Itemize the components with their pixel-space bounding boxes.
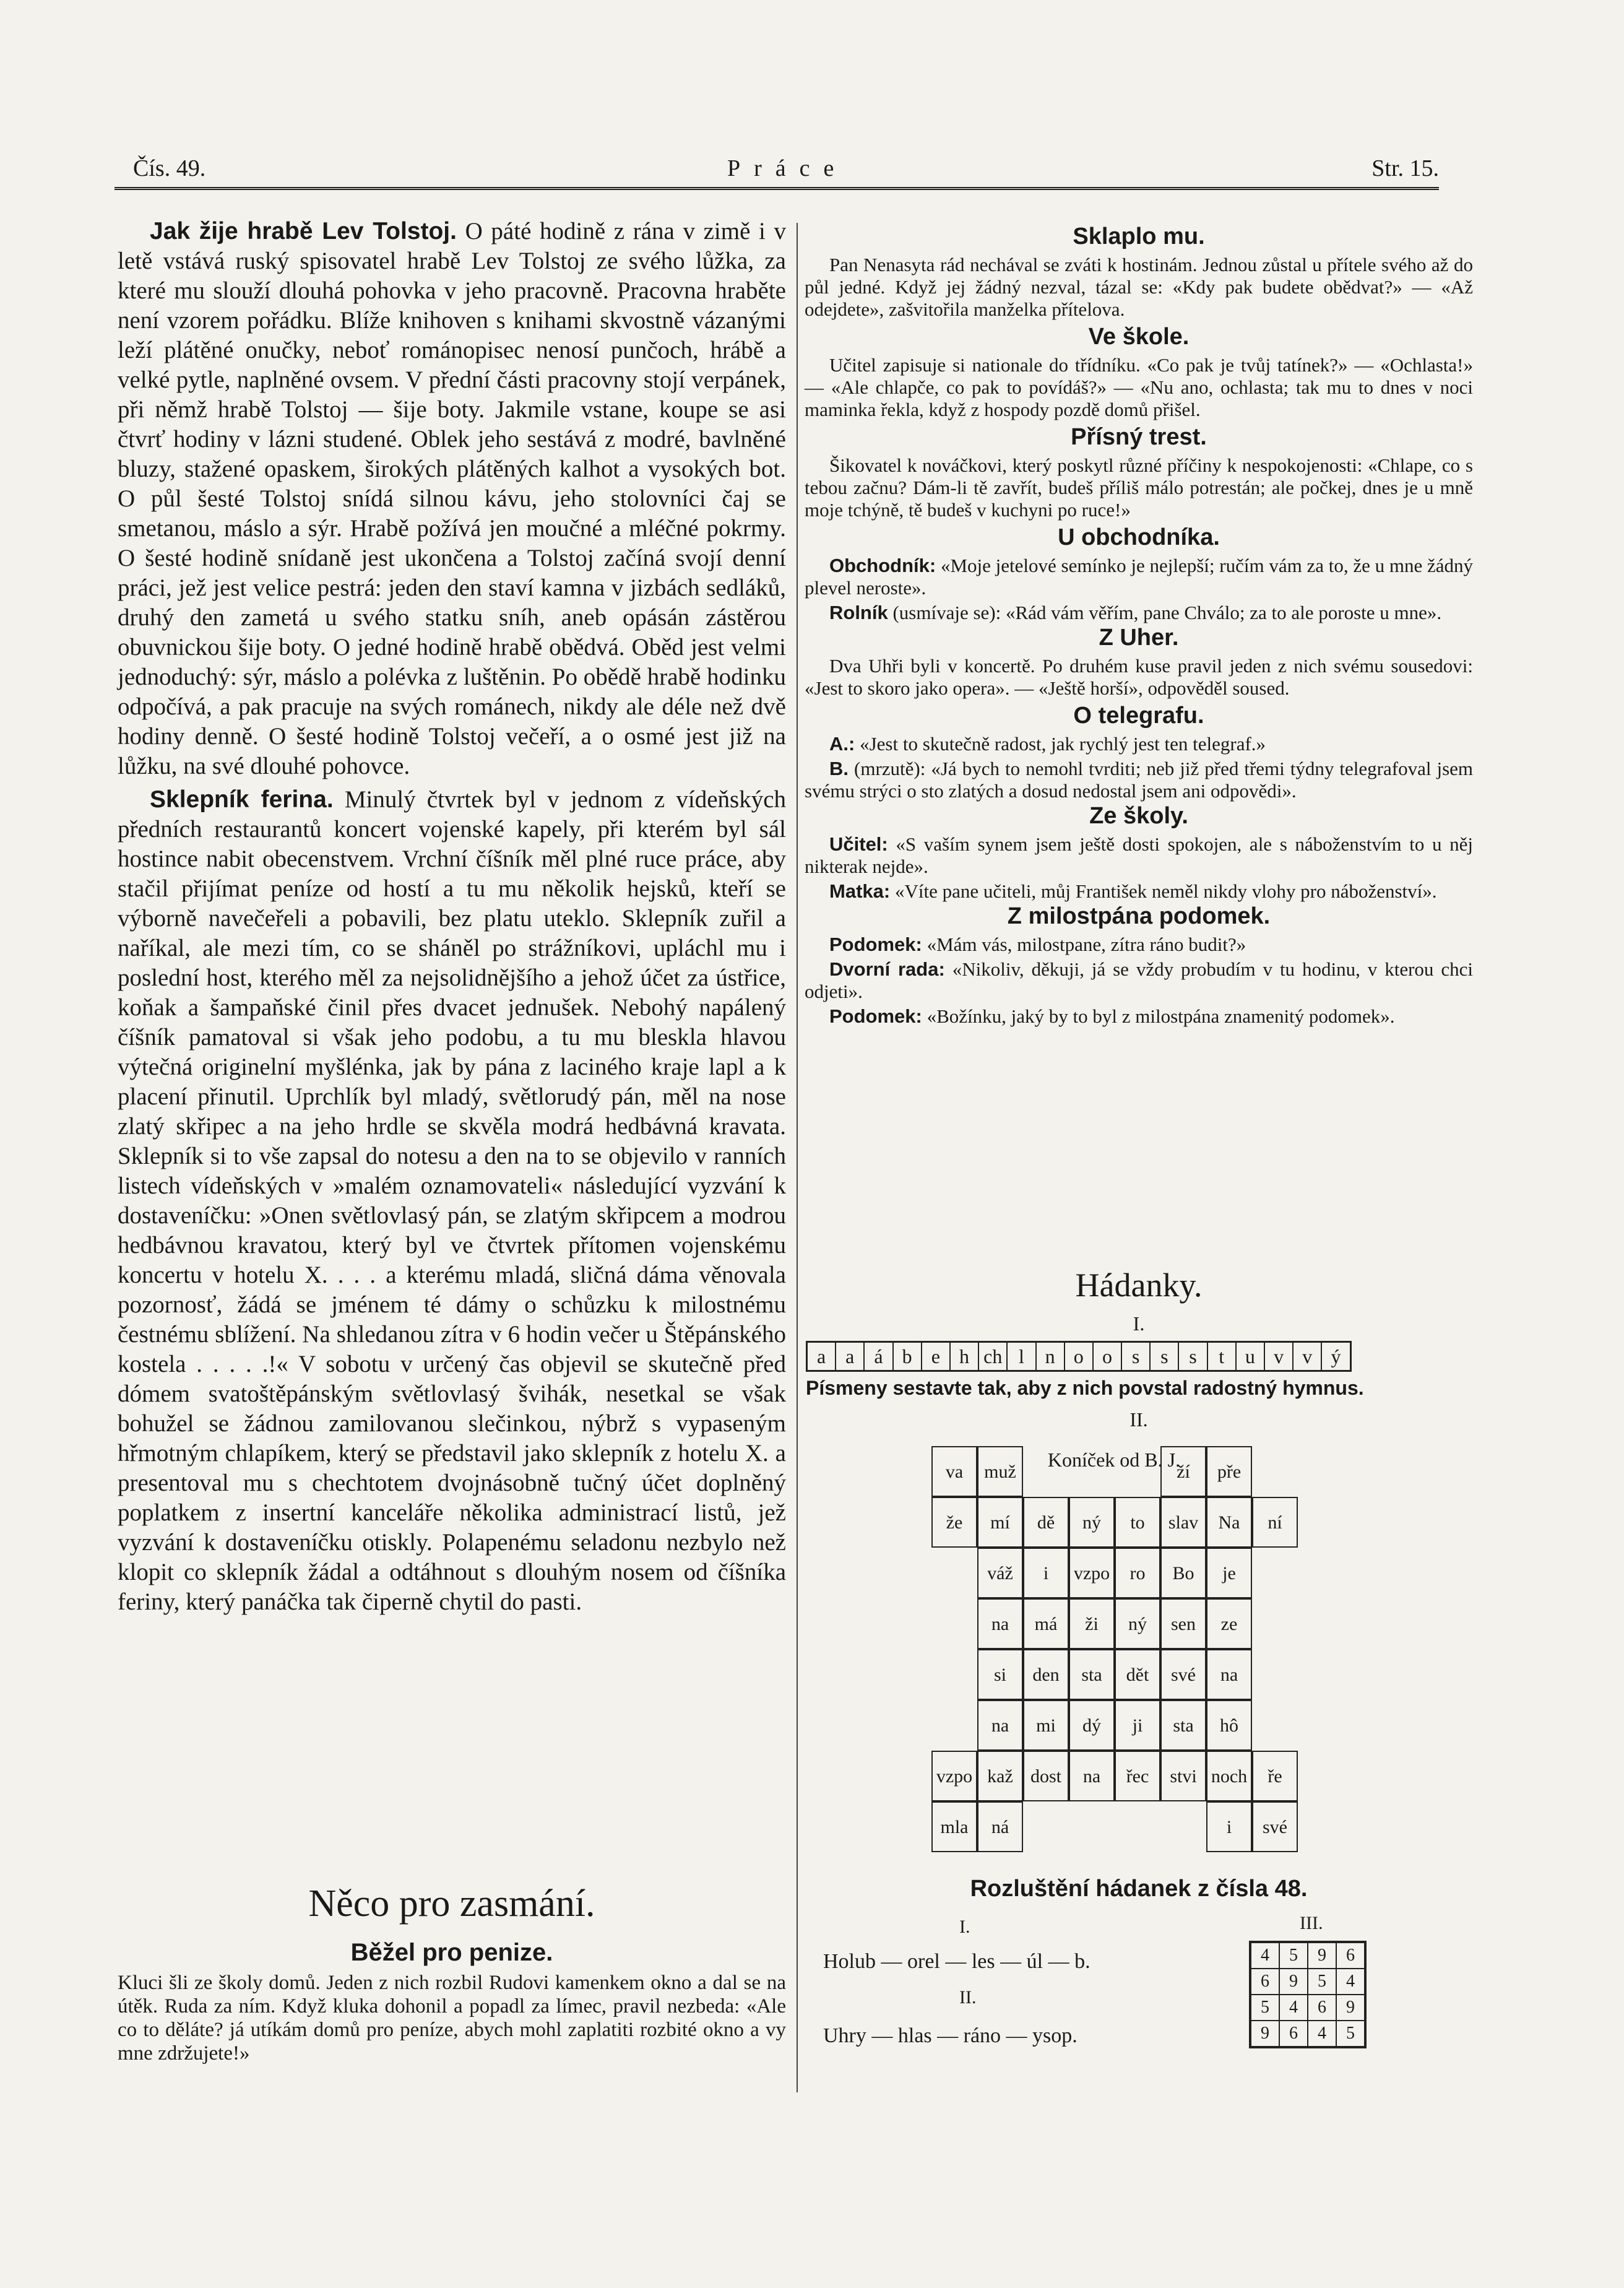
s4-speaker-2: Rolník	[829, 602, 888, 623]
right-column	[805, 223, 1473, 1030]
newspaper-title: Práce	[727, 155, 848, 181]
page-number: Str. 15.	[1371, 155, 1439, 181]
s6-speaker-2: B.	[829, 758, 849, 779]
letter-cell: e	[922, 1343, 951, 1370]
s8-quote-1: «Mám vás, milostpane, zítra ráno budit?»	[926, 934, 1246, 955]
tolstoj-title: Jak žije hrabě Lev Tolstoj.	[150, 218, 457, 245]
letter-cell: u	[1237, 1343, 1265, 1370]
knight-cell: ný	[1069, 1497, 1115, 1548]
letter-cell: n	[1037, 1343, 1065, 1370]
letter-cell: a	[836, 1343, 865, 1370]
knight-cell: na	[1069, 1751, 1115, 1801]
solution-3-grid	[1249, 1941, 1367, 2048]
knight-cell: na	[1206, 1649, 1252, 1700]
knight-cell: noch	[1206, 1751, 1252, 1801]
s1-text: Pan Nenasyta rád nechával se zváti k hostinám. Jednou zůstal u přítele svého až do půl jedné. Když jej žádný nezval, tázal se: «Kdy pak budete obědvat?» — «Až odejdete», zašvitořila manželka přítelova.	[805, 254, 1473, 320]
solution-grid-cell: 9	[1251, 2021, 1279, 2047]
knight-cell: sta	[1160, 1700, 1206, 1751]
knight-cell: váž	[977, 1548, 1023, 1598]
letter-cell: a	[808, 1343, 836, 1370]
page-header	[133, 155, 1439, 192]
s7-title: Ze školy.	[1089, 803, 1188, 829]
solution-grid-cell: 9	[1336, 1995, 1365, 2021]
knight-cell: i	[1023, 1548, 1069, 1598]
solution-3-label: III.	[1300, 1913, 1323, 1933]
s7-line-2	[805, 880, 1473, 903]
funny-subtitle: Běžel pro penize.	[350, 1939, 553, 1966]
s5-text: Dva Uhři byli v koncertě. Po druhém kuse pravil jeden z nich svému sousedovi: «Jest to skoro jako opera». — «Ještě horší», odpověděl soused.	[805, 655, 1473, 699]
solution-grid-row	[1251, 1943, 1365, 1969]
knight-cell: va	[931, 1446, 977, 1497]
solution-grid-cell: 5	[1308, 1969, 1336, 1995]
s6-title: O telegrafu.	[1073, 703, 1204, 729]
knight-cell: své	[1160, 1649, 1206, 1700]
letter-puzzle-row	[806, 1341, 1352, 1372]
s7-quote-1: «S vaším synem jsem ještě dosti spokojen, ale s náboženstvím to u něj nikterak nejde».	[805, 833, 1473, 877]
s5-title: Z Uher.	[1099, 625, 1179, 651]
solution-grid-cell: 4	[1251, 1943, 1279, 1969]
ferina-title: Sklepník ferina.	[150, 786, 334, 813]
knight-cell: sta	[1069, 1649, 1115, 1700]
s4-title: U obchodníka.	[1058, 524, 1220, 550]
knight-cell: mla	[931, 1801, 977, 1852]
solution-grid-cell: 6	[1308, 1995, 1336, 2021]
knight-cell: si	[977, 1649, 1023, 1700]
s8-speaker-2: Dvorní rada:	[829, 958, 945, 980]
s7-speaker-2: Matka:	[829, 880, 891, 902]
s4-line-1	[805, 555, 1473, 599]
knight-cell: ží	[1160, 1446, 1206, 1497]
s7-speaker-1: Učitel:	[829, 833, 888, 855]
solution-grid-cell: 6	[1251, 1969, 1279, 1995]
letter-cell: s	[1151, 1343, 1179, 1370]
issue-number: Čís. 49.	[133, 155, 206, 181]
knight-cell: řec	[1115, 1751, 1160, 1801]
solution-grid-cell: 9	[1279, 1969, 1308, 1995]
solution-grid-row	[1251, 2021, 1365, 2047]
knight-cell: pře	[1206, 1446, 1252, 1497]
knight-cell: na	[977, 1700, 1023, 1751]
knight-cell: dý	[1069, 1700, 1115, 1751]
s6-quote-2: (mrzutě): «Já bych to nemohl tvrditi; neb již před třemi týdny telegrafoval jsem svému strýci o sto zlatých a dosud nedostal jsem ani odpovědi».	[805, 758, 1473, 802]
knight-cell: mi	[1023, 1700, 1069, 1751]
solution-1-label: I.	[959, 1917, 970, 1937]
knight-cell: ze	[1206, 1598, 1252, 1649]
knight-cell: vzpo	[1069, 1548, 1115, 1598]
s8-speaker-3: Podomek:	[829, 1005, 922, 1027]
s3-text: Šikovatel k nováčkovi, který poskytl různé příčiny k nespokojenosti: «Chlape, co s tebou začnu? Dám-li tě zavřít, budeš příliš málo potrestán; ale počkej, dnes je u mně moje tchýně, tě budeš v kuchyni po ruce!»	[805, 454, 1473, 521]
funny-text: Kluci šli ze školy domů. Jeden z nich rozbil Rudovi kamenkem okno a dal se na útěk. Ruda za ním. Když kluka dohonil a popadl za límec, pravil nezbeda: «Ale co to děláte? já utíkám domů pro peníze, abych mohl zaplatiti rozbité okno a vy mne zdržujete!»	[118, 1972, 786, 2065]
left-column	[118, 217, 786, 1621]
knight-cell: ro	[1115, 1548, 1160, 1598]
solution-grid-row	[1251, 1969, 1365, 1995]
letter-cell: v	[1294, 1343, 1322, 1370]
knight-cell: i	[1206, 1801, 1252, 1852]
knight-cell: ní	[1252, 1497, 1298, 1548]
s8-quote-2: «Nikoliv, děkuji, já se vždy probudím v tu hodinu, v kterou chci odjeti».	[805, 958, 1473, 1002]
solution-grid-cell: 6	[1336, 1943, 1365, 1969]
knight-cell: hô	[1206, 1700, 1252, 1751]
knight-cell: muž	[977, 1446, 1023, 1497]
s8-line-1	[805, 934, 1473, 956]
knight-cell: ře	[1252, 1751, 1298, 1801]
knight-cell: ži	[1069, 1598, 1115, 1649]
s7-quote-2: «Víte pane učiteli, můj František neměl nikdy vlohy pro náboženství».	[894, 880, 1437, 902]
s6-line-1	[805, 733, 1473, 755]
ferina-text: Minulý čtvrtek byl v jednom z vídeňských předních restaurantů koncert vojenské kapely, při kterém byl sál hostince nabit obecenstvem. Vrchní číšník měl plné ruce práce, aby stačil přijímat peníze od hostí a tu mu několik hejsků, kteří se výborně navečeřeli a pobavili, bez platu uteklo. Sklepník zuřil a naříkal, ale mezi tím, co se sháněl po strážníkovi, upláchl mu i poslední host, kterého měl za nejsolidnějšího a jehož účet za ústřice, koňak a šampaňské činil přes dvacet jednušek. Nebohý napálený číšník pamatoval si však jeho podobu, a tu mu bleskla hlavou výtečná originelní myšlénka, jak by pána z laciného kraje lapl a k placení přinutil. Uprchlík byl mladý, světlorudý pán, měl na nose zlatý skřipec a na jeho hrdle se skvěla modrá hedbávná kravata. Sklepník si to vše zapsal do notesu a den na to se objevilo v ranních listech vídeňských v »malém oznamovateli« následující vyzvání k dostaveníčku: »Onen světlovlasý pán, se zlatým skřipcem a modrou hedbávnou kravatou, který byl ve čtvrtek přítomen vojenskému koncertu v hotelu X. . . . a kterému mladá, sličná dáma věnovala pozornosť, žádá se jménem té dámy o schůzku k milostnému čestnému sblížení. Na shledanou zítra v 6 hodin večer u Štěpánského kostela . . . . .!« V sobotu v určený čas objevil se skutečně před dómem svatoštěpánským světlovlasý švihák, nesetkal se však bohužel se žádnou zamilovanou slečinkou, nýbrž s vypaseným hřmotným chlapíkem, který se představil jako sklepník z hotelu X. a presentoval mu s chechtotem dvojnásobně tučný účet doplněný poplatkem z insertní kanceláře několika administrací listů, jež vyzvání k dostaveníčku otiskly. Polapenému seladonu nezbylo než klopit co sklepník žádal a odtáhnout s dlouhým nosem od číšníka feriny, který panáčka tak čiperně chytil do pasti.	[118, 786, 787, 1615]
solution-grid-cell: 9	[1308, 1943, 1336, 1969]
s2-title: Ve škole.	[1088, 324, 1190, 350]
s8-quote-3: «Božínku, jaký by to byl z milostpána znamenitý podomek».	[926, 1005, 1395, 1027]
funny-section-title: Něco pro zasmání.	[308, 1883, 595, 1925]
letter-cell: s	[1179, 1343, 1207, 1370]
letter-cell: á	[865, 1343, 893, 1370]
tolstoj-text: O páté hodině z rána v zimě i v letě vstává ruský spisovatel hrabě Lev Tolstoj ze svého lůžka, za které mu slouží dlouhá pohovka v jeho pracovně. Pracovna hraběte není vzorem pořádku. Blíže knihoven s knihami skvostně vázanými leží plátěné onučky, neboť románopisec nenosí punčoch, hrábě a velké pytle, naplněné ovsem. V přední části pracovny stojí verpánek, při němž hrabě Tolstoj — šije boty. Jakmile vstane, koupe se asi čtvrť hodiny v lázni studené. Oblek jeho sestává z modré, bavlněné bluzy, stažené opaskem, širokých plátěných kalhot a vysokých bot. O půl šesté Tolstoj snídá silnou kávu, jeho stolovníci čaj se smetanou, máslo a sýr. Hrabě požívá jen moučné a mléčné pokrmy. O šesté hodině snídaně jest ukončena a Tolstoj začíná svojí denní práci, jež jest velice pestrá: jeden den staví kamna v jizbách sedláků, druhý den zametá u svého statku sníh, aneb opásán zástěrou obuvnickou šije boty. O jedné hodině hrabě obědvá. Oběd jest velmi jednoduchý: sýr, máslo a polévka z luštěnin. Po obědě hrabě hodinku odpočívá, a pak pracuje na svých románech, nikdy ale déle než dvě hodiny denně. O šesté hodině Tolstoj večeří, a o osmé jest již na lůžku, na své dlouhé pohovce.	[118, 218, 787, 779]
knight-cell: dět	[1115, 1649, 1160, 1700]
letter-cell: l	[1008, 1343, 1036, 1370]
s6-line-2	[805, 758, 1473, 802]
tolstoj-article	[118, 217, 786, 781]
solution-grid-cell: 5	[1279, 1943, 1308, 1969]
knight-cell: Na	[1206, 1497, 1252, 1548]
knight-cell: to	[1115, 1497, 1160, 1548]
puzzle-2-label: II.	[1129, 1408, 1148, 1431]
s4-speaker-1: Obchodník:	[829, 555, 936, 576]
solution-2-label: II.	[959, 1987, 977, 2008]
s2-text: Učitel zapisuje si nationale do třídníku. «Co pak je tvůj tatínek?» — «Ochlasta!» — «Ale chlapče, co pak to povídáš?» — «Nu ano, ochlasta; tak mu to dnes v noci maminka řekla, když z hospody pozdě domů přišel.	[805, 354, 1473, 420]
knight-cell: kaž	[977, 1751, 1023, 1801]
s8-speaker-1: Podomek:	[829, 934, 922, 955]
letter-puzzle-caption: Písmeny sestavte tak, aby z nich povstal radostný hymnus.	[806, 1377, 1364, 1399]
knight-cell: dost	[1023, 1751, 1069, 1801]
knight-cell: ji	[1115, 1700, 1160, 1751]
knight-cell: ná	[977, 1801, 1023, 1852]
solution-grid-cell: 4	[1279, 1995, 1308, 2021]
knight-cell: vzpo	[931, 1751, 977, 1801]
solution-1-text: Holub — orel — les — úl — b.	[823, 1950, 1091, 1973]
knight-cell: na	[977, 1598, 1023, 1649]
knight-cell: má	[1023, 1598, 1069, 1649]
knight-cell: ný	[1115, 1598, 1160, 1649]
knight-tour-puzzle	[931, 1446, 1298, 1856]
s8-line-3	[805, 1005, 1473, 1028]
solution-grid-row	[1251, 1995, 1365, 2021]
letter-cell: o	[1094, 1343, 1122, 1370]
s4-quote-2: (usmívaje se): «Rád vám věřím, pane Chválo; za to ale poroste u mne».	[892, 602, 1442, 623]
letter-cell: s	[1122, 1343, 1151, 1370]
column-divider	[797, 223, 798, 2092]
puzzles-title: Hádanky.	[1075, 1267, 1203, 1304]
s7-line-1	[805, 833, 1473, 878]
solution-grid-cell: 6	[1279, 2021, 1308, 2047]
knight-cell: dě	[1023, 1497, 1069, 1548]
solution-grid-cell: 5	[1336, 2021, 1365, 2047]
ferina-article	[118, 785, 786, 1617]
s4-quote-1: «Moje jetelové semínko je nejlepší; ručím vám za to, že u mne žádný plevel neroste».	[805, 555, 1474, 599]
knight-cell: je	[1206, 1548, 1252, 1598]
solution-grid-cell: 4	[1308, 2021, 1336, 2047]
knight-cell: Bo	[1160, 1548, 1206, 1598]
s6-quote-1: «Jest to skutečně radost, jak rychlý jest ten telegraf.»	[860, 733, 1266, 755]
knight-cell: stvi	[1160, 1751, 1206, 1801]
solution-grid-cell: 5	[1251, 1995, 1279, 2021]
letter-cell: o	[1065, 1343, 1094, 1370]
letter-cell: b	[894, 1343, 922, 1370]
letter-cell: ch	[979, 1343, 1008, 1370]
header-rule	[114, 187, 1439, 190]
s8-line-2	[805, 958, 1473, 1003]
letter-cell: h	[951, 1343, 979, 1370]
s3-title: Přísný trest.	[1071, 424, 1207, 450]
puzzle-1-label: I.	[1133, 1312, 1145, 1335]
letter-cell: v	[1265, 1343, 1294, 1370]
knight-cell: slav	[1160, 1497, 1206, 1548]
knight-cell: že	[931, 1497, 977, 1548]
knight-cell: své	[1252, 1801, 1298, 1852]
solution-2-text: Uhry — hlas — ráno — ysop.	[823, 2024, 1078, 2047]
letter-cell: t	[1208, 1343, 1237, 1370]
s6-speaker-1: A.:	[829, 733, 855, 755]
s8-title: Z milostpána podomek.	[1007, 903, 1271, 929]
knight-cell: mí	[977, 1497, 1023, 1548]
knight-puzzle-caption: Koníček od B. J.	[1047, 1449, 1181, 1471]
letter-cell: ý	[1331, 1345, 1341, 1367]
knight-cell: den	[1023, 1649, 1069, 1700]
knight-cell: sen	[1160, 1598, 1206, 1649]
s4-line-2	[805, 602, 1473, 624]
solution-grid-cell: 4	[1336, 1969, 1365, 1995]
solutions-title: Rozluštění hádanek z čísla 48.	[970, 1876, 1308, 1902]
s1-title: Sklaplo mu.	[1073, 223, 1205, 249]
